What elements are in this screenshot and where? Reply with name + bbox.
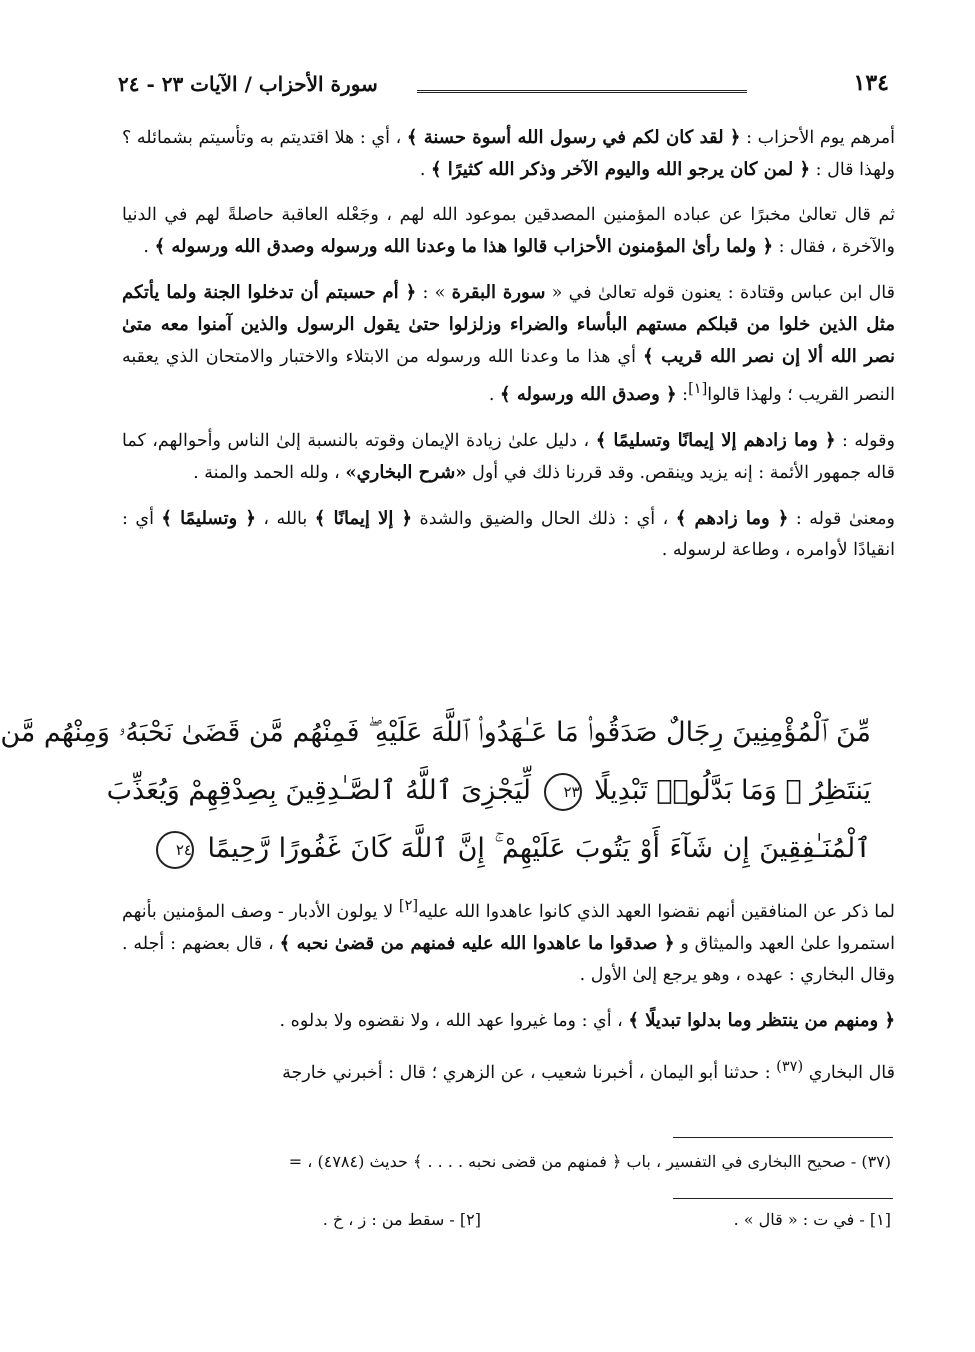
verse-text: مِّنَ ٱلْمُؤْمِنِينَ رِجَالٌ صَدَقُوا۟ مَا عَـٰهَدُوا۟ ٱللَّهَ عَلَيْهِ ۖ فَمِنْهُم مَّن قَضَىٰ نَحْبَهُۥ وَمِنْهُم مَّن	[0, 717, 871, 748]
text-run: .	[143, 237, 155, 257]
verse-line-2	[106, 762, 871, 820]
footnote-rule	[673, 1137, 893, 1138]
commentary-text-continued	[122, 890, 895, 1103]
text-run: : حدثنا أبو اليمان ، أخبرنا شعيب ، عن الزهري ؛ قال : أخبرني خارجة	[282, 1062, 777, 1083]
text-run: لا يولون الأدبار - وصف المؤمنين بأنهم استمروا علىٰ العهد والميثاق و	[122, 901, 895, 954]
quran-quote: ﴿ إلا إيمانًا ﴾	[314, 507, 413, 529]
header-rule	[417, 90, 747, 93]
quran-quote: ﴿ أم حسبتم أن تدخلوا الجنة ولما يأتكم مثل الذين خلوا من قبلكم مستهم البأساء والضراء وزلزلوا حتىٰ يقول الرسول والذين آمنوا معه متىٰ نصر الله ألا إن نصر الله قريب ﴾	[122, 282, 895, 367]
text-run: » :	[416, 283, 452, 303]
verse-text: يَنتَظِرُ ۖ وَمَا بَدَّلُوا۟ تَبْدِيلًا	[594, 775, 871, 806]
text-run: أمرهم يوم الأحزاب :	[740, 128, 896, 148]
text-run: أي : انقيادًا لأوامره ، وطاعة لرسوله .	[122, 508, 895, 560]
quran-quote: ﴿ ولما رأىٰ المؤمنون الأحزاب قالوا هذا ما وعدنا الله ورسوله وصدق الله ورسوله ﴾	[154, 236, 773, 257]
ayah-number-mark: ٢٤	[156, 831, 194, 869]
footnote-37: (٣٧) - صحيح االبخارى في التفسير ، باب ﴿ فمنهم من قضى نحبه . . . . ﴾ حديث (٤٧٨٤) ، =	[288, 1152, 891, 1171]
text-run: أي هذا ما وعدنا الله ورسوله من الابتلاء والاختبار والامتحان الذي يعقبه النصر القريب ؛ ولهذا قالوا	[122, 347, 895, 405]
quran-quote: ﴿ لقد كان لكم في رسول الله أسوة حسنة ﴾	[406, 127, 741, 148]
text-run: ، قال بعضهم : أجله . وقال البخاري : عهده ، وهو يرجع إلىٰ الأول .	[122, 933, 895, 985]
page-number: ١٣٤	[853, 70, 889, 96]
paragraph-5	[122, 503, 895, 566]
paragraph-8	[122, 1051, 895, 1089]
text-run: ومعنىٰ قوله :	[788, 508, 896, 529]
ayah-number-mark: ٢٣	[544, 773, 582, 811]
verse-line-1	[0, 704, 871, 762]
quran-quote: ﴿ وصدق الله ورسوله ﴾	[500, 383, 677, 405]
text-run: ، أي : وما غيروا عهد الله ، ولا نقضوه ولا بدلوه .	[279, 1010, 629, 1031]
surah-name: سورة البقرة	[451, 282, 546, 303]
text-run: قال البخاري	[803, 1062, 895, 1083]
paragraph-1	[122, 122, 895, 186]
quran-quote: ﴿ وما زادهم إلا إيمانًا وتسليمًا ﴾	[595, 429, 836, 451]
text-run: وقوله :	[835, 430, 896, 451]
text-run: قال ابن عباس وقتادة : يعنون قوله تعالىٰ في «	[545, 283, 895, 303]
text-run: لما ذكر عن المنافقين أنهم نقضوا العهد الذي كانوا عاهدوا الله عليه	[418, 901, 896, 922]
quran-quote: ﴿ صدقوا ما عاهدوا الله عليه فمنهم من قضىٰ نحبه ﴾	[279, 932, 675, 954]
running-title: سورة الأحزاب / الآيات ٢٣ - ٢٤	[118, 72, 378, 96]
paragraph-4	[122, 425, 895, 489]
text-run: بالله ،	[255, 508, 315, 529]
quran-quote: ﴿ وتسليمًا ﴾	[161, 507, 256, 529]
footnote-1: [١] - في ت : « قال » .	[733, 1210, 891, 1229]
verse-text: لِّيَجْزِىَ ٱللَّهُ ٱلصَّـٰدِقِينَ بِصِدْقِهِمْ وَيُعَذِّبَ	[106, 775, 531, 806]
paragraph-2	[122, 200, 895, 263]
paragraph-6	[122, 890, 895, 991]
quran-quote: ﴿ ومنهم من ينتظر وما بدلوا تبديلًا ﴾	[628, 1009, 895, 1031]
verse-line-3	[152, 820, 871, 878]
text-run: ، أي : ذلك الحال والضيق والشدة	[412, 508, 676, 529]
paragraph-7	[122, 1005, 895, 1037]
text-run: :	[676, 384, 689, 405]
book-title: «شرح البخاري»	[345, 461, 467, 483]
footnotes-row	[122, 1210, 891, 1240]
page-header	[118, 68, 897, 108]
text-run: ، أي : هلا اقتديتم به وتأسيتم بشمائله ؟ ولهذا قال :	[122, 128, 895, 180]
quran-quote: ﴿ وما زادهم ﴾	[675, 507, 789, 529]
commentary-text	[122, 122, 895, 580]
footnote-2: [٢] - سقط من : ز ، خ .	[322, 1210, 481, 1229]
text-run: ، دليل علىٰ زيادة الإيمان وقوته بالنسبة إلىٰ الناس وأحوالهم، كما قاله جمهور الأئمة : إنه يزيد وينقص. وقد قررنا ذلك في أول	[122, 430, 895, 483]
footnote-ref-37[interactable]: (٣٧)	[776, 1057, 804, 1075]
text-run: .	[419, 160, 431, 180]
quran-quote: ﴿ لمن كان يرجو الله واليوم الآخر وذكر الله كثيرًا ﴾	[430, 159, 811, 180]
paragraph-3	[122, 277, 895, 411]
footnote-rule	[673, 1198, 893, 1199]
footnote-ref-2[interactable]: [٢]	[398, 897, 419, 914]
text-run: ، ولله الحمد والمنة .	[193, 462, 346, 483]
text-run: ثم قال تعالىٰ مخبرًا عن عباده المؤمنين المصدقين بموعود الله لهم ، وجَعْله العاقبة حاصلةً لهم في الدنيا والآخرة ، فقال :	[122, 205, 895, 257]
verse-text: ٱلْمُنَـٰفِقِينَ إِن شَآءَ أَوْ يَتُوبَ عَلَيْهِمْ ۚ إِنَّ ٱللَّهَ كَانَ غَفُورًا رَّحِيمًا	[207, 833, 871, 864]
footnote-ref-1[interactable]: [١]	[688, 380, 708, 397]
text-run: .	[488, 384, 501, 405]
quran-verses	[0, 704, 871, 882]
